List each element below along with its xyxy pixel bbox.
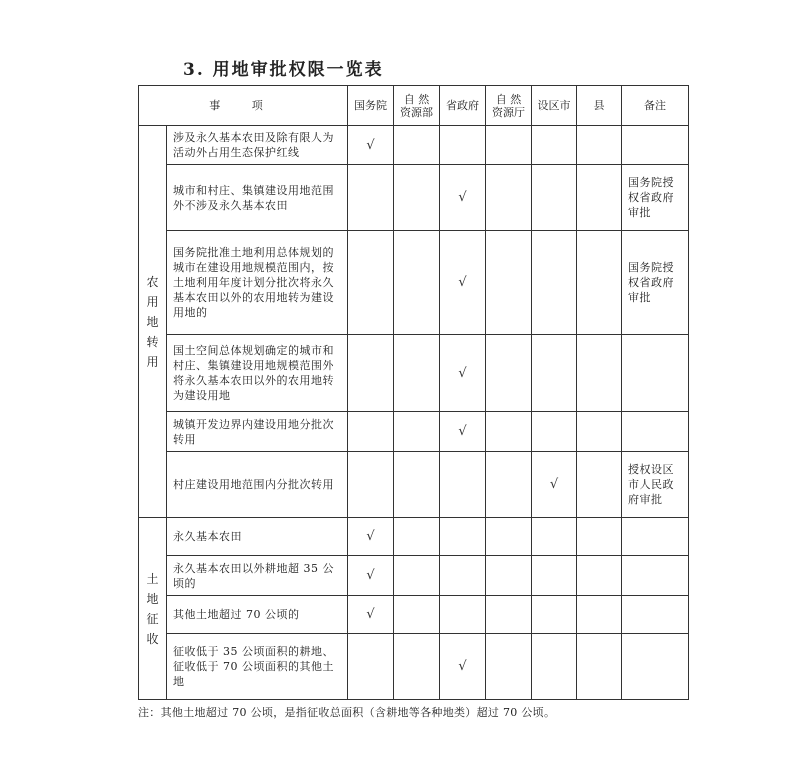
check-mark: √ bbox=[348, 126, 394, 165]
check-mark: √ bbox=[348, 518, 394, 556]
row-item: 永久基本农田 bbox=[167, 518, 348, 556]
table-row bbox=[139, 556, 689, 596]
row-item: 其他土地超过 70 公顷的 bbox=[167, 596, 348, 634]
category-land-expropriation: 土 地 征 收 bbox=[139, 518, 167, 700]
header-ministry: 自 然 资源部 bbox=[394, 86, 440, 126]
row-note: 国务院授权省政府审批 bbox=[622, 231, 689, 335]
table-row bbox=[139, 165, 689, 231]
table-row bbox=[139, 634, 689, 700]
row-item: 国土空间总体规划确定的城市和村庄、集镇建设用地规模范围外将永久基本农田以外的农用地转为建设用地 bbox=[167, 335, 348, 412]
check-mark: √ bbox=[440, 634, 486, 700]
header-row bbox=[139, 86, 689, 126]
header-state-council: 国务院 bbox=[348, 86, 394, 126]
check-mark: √ bbox=[440, 335, 486, 412]
row-note: 授权设区市人民政府审批 bbox=[622, 452, 689, 518]
header-city: 设区市 bbox=[532, 86, 577, 126]
check-mark: √ bbox=[532, 452, 577, 518]
table-row bbox=[139, 231, 689, 335]
table-row bbox=[139, 335, 689, 412]
footnote: 注：其他土地超过 70 公顷，是指征收总面积（含耕地等各种地类）超过 70 公顷。 bbox=[138, 706, 556, 719]
row-note bbox=[622, 556, 689, 596]
check-mark: √ bbox=[348, 556, 394, 596]
row-item: 涉及永久基本农田及除有限人为活动外占用生态保护红线 bbox=[167, 126, 348, 165]
check-mark: √ bbox=[440, 231, 486, 335]
check-mark: √ bbox=[440, 165, 486, 231]
header-department: 自 然 资源厅 bbox=[486, 86, 532, 126]
approval-table bbox=[138, 85, 689, 700]
table-row bbox=[139, 596, 689, 634]
row-item: 城镇开发边界内建设用地分批次转用 bbox=[167, 412, 348, 452]
row-note bbox=[622, 518, 689, 556]
table-row bbox=[139, 412, 689, 452]
header-remarks: 备注 bbox=[622, 86, 689, 126]
header-item: 事 项 bbox=[139, 86, 348, 126]
table-row bbox=[139, 126, 689, 165]
row-item: 城市和村庄、集镇建设用地范围外不涉及永久基本农田 bbox=[167, 165, 348, 231]
row-note bbox=[622, 412, 689, 452]
check-mark: √ bbox=[348, 596, 394, 634]
header-county: 县 bbox=[577, 86, 622, 126]
row-note: 国务院授权省政府审批 bbox=[622, 165, 689, 231]
row-note bbox=[622, 126, 689, 165]
page-title: 3. 用地审批权限一览表 bbox=[183, 60, 384, 80]
row-note bbox=[622, 335, 689, 412]
row-item: 征收低于 35 公顷面积的耕地、征收低于 70 公顷面积的其他土地 bbox=[167, 634, 348, 700]
header-province: 省政府 bbox=[440, 86, 486, 126]
row-item: 永久基本农田以外耕地超 35 公顷的 bbox=[167, 556, 348, 596]
row-note bbox=[622, 634, 689, 700]
row-item: 村庄建设用地范围内分批次转用 bbox=[167, 452, 348, 518]
check-mark: √ bbox=[440, 412, 486, 452]
table-row bbox=[139, 518, 689, 556]
category-farmland-conversion: 农 用 地 转 用 bbox=[139, 126, 167, 518]
row-note bbox=[622, 596, 689, 634]
row-item: 国务院批准土地利用总体规划的城市在建设用地规模范围内，按土地利用年度计划分批次将永久基本农田以外的农用地转为建设用地的 bbox=[167, 231, 348, 335]
table-row bbox=[139, 452, 689, 518]
